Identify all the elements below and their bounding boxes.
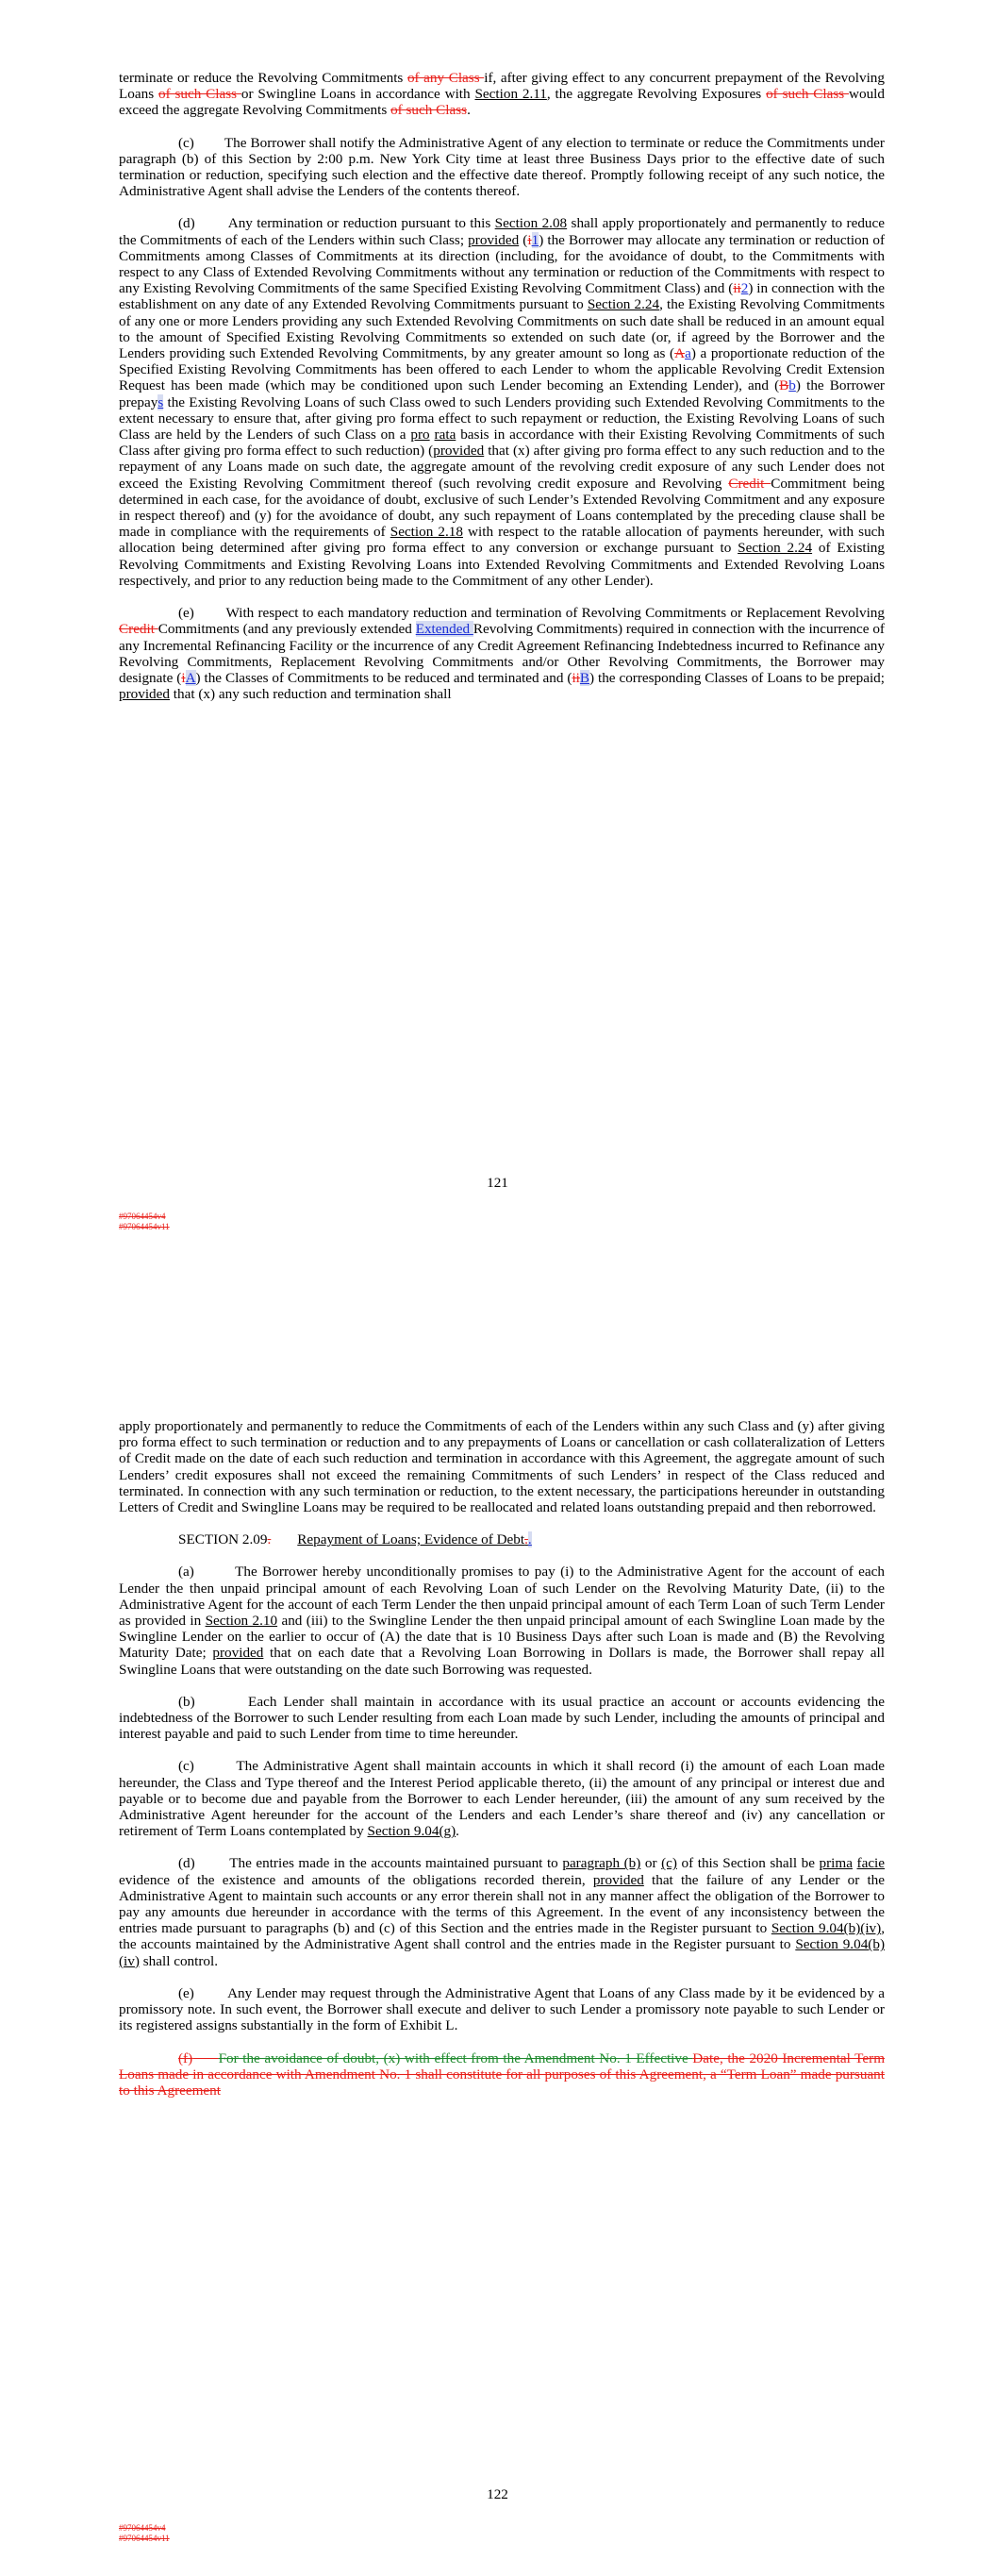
del-text-run: A — [674, 345, 686, 362]
document-id-old: #97064454v4 — [119, 1212, 166, 1221]
text-run: shall apply proportionately and permanently to reduce the Commitments of each of the Lenders within such Class; — [119, 215, 885, 248]
text-run: . — [467, 102, 471, 119]
text-run: ) in connection with the establishment on any date of any Extended Revolving Commitments pursuant to — [119, 280, 885, 313]
paragraph-b-continuation — [119, 70, 885, 119]
paragraph-e — [119, 1985, 885, 2034]
document-id-old: #97064454v4 — [119, 2523, 166, 2533]
delgreen-text-run: For the avoidance of doubt, (x) with effect from the Amendment No. 1 Effective — [218, 2049, 693, 2066]
document-id-stamp — [119, 1212, 170, 1232]
u-text-run: provided — [212, 1645, 264, 1662]
text-run: and (iii) to the Swingline Lender the then unpaid principal amount of each Swingline Loan made by the Swingline Lender on the earlier to occur of (A) the date that is 10 Business Days after such Loan is made and (B) the Revolving Maturity Date; — [119, 1613, 885, 1662]
page-122 — [0, 1288, 995, 2576]
ins-text-run: A — [185, 669, 196, 686]
u-text-run: rata — [434, 427, 456, 443]
document-id-stamp — [119, 2523, 170, 2544]
del-text-run: of such Class — [766, 86, 850, 103]
u-text-run: Section 2.18 — [390, 524, 463, 541]
text-run: ) the corresponding Classes of Loans to be prepaid; — [589, 669, 885, 686]
text-run: ) the Borrower prepay — [119, 377, 885, 410]
u-text-run: Section 2.10 — [205, 1613, 278, 1630]
text-run: (c) The Administrative Agent shall maintain accounts in which it shall record (i) the amount of each Loan made hereunder, the Class and Type thereof and the Interest Period applicable thereto, (ii) the amount of any principal or interest due and payable or to become due and payable from the Borrower to each Lender hereunder, (iii) the amount of any sum received by the Administrative Agent hereunder for the account of the Lenders and each Lender’s share thereof and (iv) any cancellation or retirement of Term Loans contemplated by — [119, 1758, 885, 1840]
section-title: Repayment of Loans; Evidence of Debt.. — [297, 1531, 532, 1548]
ins-text-run: s — [158, 393, 164, 410]
text-run: basis in accordance with their Existing Revolving Commitments of such Class after giving pro forma effect to such reduction) ( — [119, 427, 885, 460]
paragraph-c — [119, 1758, 885, 1839]
text-run: the Existing Revolving Loans of such Class owed to such Lenders providing such Extended Revolving Commitments to the extent necessary to ensure that, after giving pro forma effect to such repayment or reduction, the Existing Revolving Loans of such Class are held by the Lenders of such Class on a — [119, 393, 885, 443]
u-text-run: facie — [856, 1855, 886, 1872]
u-text-run: Section 9.04(g) — [367, 1823, 456, 1840]
del-text-run: of such Class — [158, 86, 241, 103]
text-run: (e) Any Lender may request through the Administrative Agent that Loans of any Class made by it be evidenced by a promissory note. In such event, the Borrower shall execute and deliver to such Lender a promissory note payable to such Lender or its registered assigns substantially in the form of Exhibit L. — [119, 1984, 885, 2034]
u-text-run: Section 2.24 — [738, 540, 813, 557]
page-number: 122 — [487, 2486, 508, 2502]
section-title-deleted-period: . — [524, 1531, 528, 1548]
paragraph-b — [119, 1694, 885, 1743]
page-number: 121 — [487, 1175, 508, 1191]
del-text-run: i — [527, 231, 532, 248]
section-number: SECTION 2.09 — [178, 1531, 268, 1548]
paragraph-e — [119, 605, 885, 702]
text-run: (b) Each Lender shall maintain in accordance with its usual practice an account or accounts evidencing the indebtedness of the Borrower to such Lender resulting from each Loan made by such Lender, including the amounts of principal and interest payable and paid to such Lender from time to time hereunder. — [119, 1693, 885, 1743]
text-run: Commitment being determined in each case, for the avoidance of doubt, exclusive of such Lender’s Extended Revolving Commitment and any exposure in respect thereof) and (y) for the avoidance of doubt, any such repayment of Loans contemplated by the preceding clause shall be made in compliance with the requirements of — [119, 475, 886, 541]
text-run: ) the Classes of Commitments to be reduced and terminated and ( — [195, 669, 572, 686]
text-run: ) the Borrower may allocate any termination or reduction of Commitments among Classes of Commitments at its direction (including, for the avoidance of doubt, to the Commitments with respect to any Class of Extended Revolving Commitments without any termination or reduction of the Commitments with respect to any Existing Revolving Commitments of the same Specified Existing Revolving Commitment Class) and ( — [119, 231, 886, 297]
text-run: ( — [519, 231, 528, 248]
u-text-run: Section 2.08 — [494, 215, 568, 232]
paragraph-e-continuation — [119, 1418, 885, 1515]
text-run: with respect to the ratable allocation of payments hereunder, with such allocation being determined after giving pro forma effect to any conversion or exchange pursuant to — [119, 524, 885, 557]
del-text-run: Credit — [119, 621, 158, 638]
text-run: or — [640, 1855, 662, 1872]
text-run: if, after giving effect to any concurrent prepayment of the Revolving Loans — [119, 70, 885, 103]
ins-text-run: Extended — [415, 621, 473, 638]
paragraph-a — [119, 1564, 885, 1677]
text-run: Commitments (and any previously extended — [158, 621, 416, 638]
u-text-run: provided — [468, 231, 520, 248]
u-text-run: paragraph (b) — [562, 1855, 641, 1872]
del-text-run: Credit — [728, 475, 771, 492]
u-text-run: provided — [433, 443, 485, 460]
paragraph-d — [119, 1855, 885, 1968]
section-title-inserted-period: . — [527, 1531, 532, 1548]
ins-text-run: 1 — [531, 231, 539, 248]
text-run: terminate or reduce the Revolving Commitments — [119, 70, 407, 86]
document-id-new: #97064454v11 — [119, 2534, 170, 2543]
ins-text-run: B — [579, 669, 590, 686]
section-heading — [119, 1531, 885, 1547]
text-run: that (x) after giving pro forma effect to any such reduction and to the repayment of any Loans made on such date, the aggregate amount of the revolving credit exposure of any such Lender does not exceed the Existing Revolving Commitment thereof (such revolving credit exposure and Revolving — [119, 443, 885, 492]
text-run: of this Section shall be — [676, 1855, 820, 1872]
text-run: that (x) any such reduction and termination shall — [170, 686, 452, 703]
u-text-run: provided — [592, 1871, 644, 1888]
page-121-content — [119, 70, 885, 702]
text-run: would exceed the aggregate Revolving Commitments — [119, 86, 885, 119]
del-text-run: of any Class — [406, 70, 485, 86]
u-text-run: provided — [119, 686, 170, 703]
paragraph-f-deleted — [119, 2050, 885, 2099]
paragraph-d — [119, 215, 885, 589]
ins-text-run: a — [685, 345, 691, 362]
text-run: (a) The Borrower hereby unconditionally promises to pay (i) to the Administrative Agent for the account of each Lender the then unpaid principal amount of each Revolving Loan of such Lender on the Revolving Maturity Date, (ii) to the Administrative Agent for the account of each Term Lender the then unpaid principal amount of each Term Loan of such Term Lender as provided in — [119, 1564, 885, 1630]
del-text-run: i — [181, 669, 186, 686]
ins-text-run: b — [788, 377, 796, 394]
u-text-run: Section 9.04(b)(iv) — [119, 1936, 885, 1969]
text-run: that the failure of any Lender or the Administrative Agent to maintain such accounts or any error therein shall not in any manner affect the obligation of the Borrower to pay any amounts due hereunder in accordance with the terms of this Agreement. In the event of any inconsistency between the entries made pursuant to paragraphs (b) and (c) of this Section and the entries made in the Register pursuant to — [119, 1871, 886, 1937]
del-text-run: ii — [572, 669, 580, 686]
paragraph-c — [119, 135, 885, 200]
text-run: , the accounts maintained by the Administrative Agent shall control and the entries made in the Register pursuant to — [119, 1920, 885, 1953]
text-run: , the aggregate Revolving Exposures — [546, 86, 767, 103]
text-run: (d) Any termination or reduction pursuant to this — [178, 215, 495, 232]
text-run: (c) The Borrower shall notify the Administrative Agent of any election to terminate or reduce the Commitments under paragraph (b) of this Section by 2:00 p.m. New York City time at least three Business Days prior to the effective date of such termination or reduction, specifying such election and the effective date thereof. Promptly following receipt of any such notice, the Administrative Agent shall advise the Lenders of the contents thereof. — [119, 134, 885, 200]
ins-text-run: 2 — [740, 280, 749, 297]
u-text-run: prima — [819, 1855, 853, 1872]
del-text-run: of such Class — [390, 102, 468, 119]
text-run: (d) The entries made in the accounts maintained pursuant to — [178, 1855, 563, 1872]
text-run: of Existing Revolving Commitments and Existing Revolving Loans into Extended Revolving Commitments and Extended Revolving Loans respectively, and prior to any reduction being made to the Commitment of any other Lender). — [119, 540, 885, 589]
u-text-run: (c) — [661, 1855, 677, 1872]
text-run: shall control. — [139, 1952, 219, 1969]
del-text-run — [192, 2050, 218, 2066]
u-text-run: Section 2.24 — [587, 296, 660, 313]
del-text-run: B — [779, 377, 789, 394]
del-text-run: (f) — [178, 2049, 193, 2066]
text-run: that on each date that a Revolving Loan Borrowing in Dollars is made, the Borrower shall repay all Swingline Loans that were outstanding on the date such Borrowing was requested. — [119, 1645, 885, 1678]
document-id-new: #97064454v11 — [119, 1222, 170, 1231]
text-run: evidence of the existence and amounts of the obligations recorded therein, — [119, 1871, 593, 1888]
text-run: Revolving Commitments) required in connection with the incurrence of any Incremental Refinancing Facility or the incurrence of any Credit Agreement Refinancing Indebtedness incurred to Refinance any Revolving Commitments, Replacement Revolving Commitments and/or Other Revolving Commitments, the Borrower may designate ( — [119, 621, 885, 686]
del-text-run: Date, the 2020 Incremental Term Loans made in accordance with Amendment No. 1 shall constitute for all purposes of this Agreement, a “Term Loan” made pursuant to this Agreement — [119, 2049, 886, 2099]
page-122-content — [119, 1418, 885, 2099]
text-run: . — [456, 1823, 459, 1840]
text-run: ) a proportionate reduction of the Specified Existing Revolving Commitments has been offered to each Lender to whom the applicable Revolving Credit Extension Request has been made (which may be conditioned upon such Lender becoming an Extending Lender), and ( — [119, 345, 885, 394]
text-run: (e) With respect to each mandatory reduction and termination of Revolving Commitments or Replacement Revolving — [178, 605, 885, 622]
u-text-run: pro — [410, 427, 430, 443]
del-text-run: ii — [733, 280, 741, 297]
section-number-deleted-period: . — [267, 1531, 272, 1548]
u-text-run: Section 9.04(b)(iv) — [771, 1920, 882, 1937]
text-run: apply proportionately and permanently to reduce the Commitments of each of the Lenders within any such Class and (y) after giving pro forma effect to such termination or reduction and to any prepayments of Loans or cancellation or cash collateralization of Letters of Credit made on the date of each such reduction and termination in accordance with this Agreement, the aggregate amount of such Lenders’ credit exposures shall not exceed the remaining Commitments of such Lenders’ in respect of the Class reduced and terminated. In connection with any such termination or reduction, to the extent necessary, the participations hereunder in outstanding Letters of Credit and Swingline Loans may be required to be reallocated and related loans outstanding prepaid and then reborrowed. — [119, 1418, 885, 1516]
text-run: , the Existing Revolving Commitments of any one or more Lenders providing any such Extended Revolving Commitments on such date shall be reduced in an amount equal to the amount of Specified Existing Revolving Commitments so extended on such date (or, if agreed by the Borrower and the Lenders providing such Extended Revolving Commitments, by any greater amount so long as ( — [119, 296, 886, 362]
u-text-run: Section 2.11 — [474, 86, 547, 103]
text-run: or Swingline Loans in accordance with — [240, 86, 475, 103]
